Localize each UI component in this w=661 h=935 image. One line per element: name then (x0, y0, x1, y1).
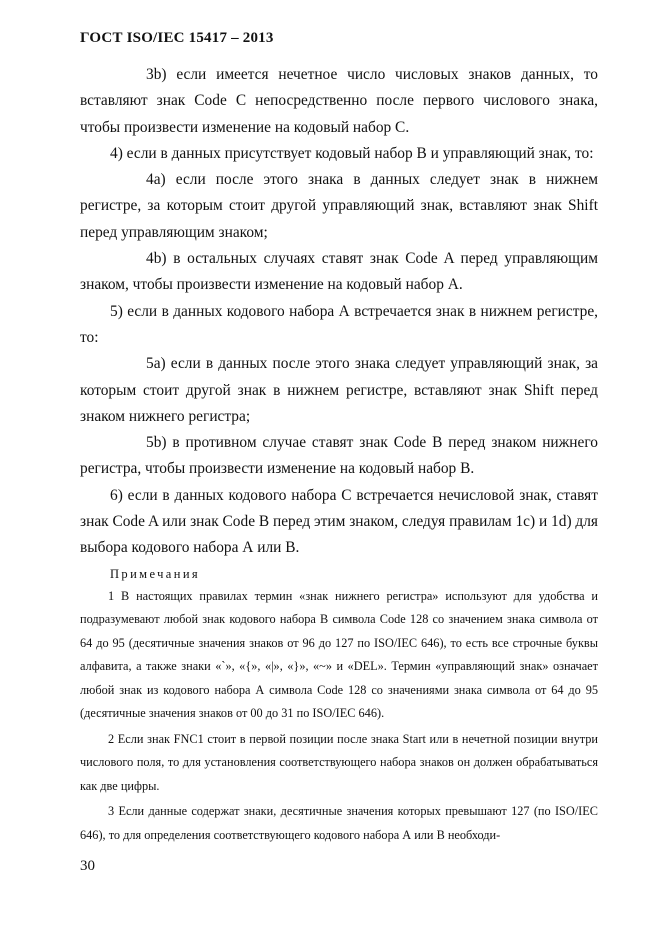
paragraph-3b: 3b) если имеется нечетное число числовых знаков данных, то вставляют знак Code C непосредственно после первого числового знака, чтобы произвести изменение на кодовый набор С. (80, 66, 598, 136)
paragraph-4: 4) если в данных присутствует кодовый набор В и управляющий знак, то: (110, 144, 594, 162)
body-text (80, 62, 598, 847)
note-3: 3 Если данные содержат знаки, десятичные значения которых превышают 127 (по ISO/IEC 646), то для определения соответствующего кодового набора А или В необходи- (80, 804, 598, 842)
page-number: 30 (80, 858, 95, 874)
paragraph-6: 6) если в данных кодового набора С встречается нечисловой знак, ставят знак Code A или знак Code B перед этим знаком, следуя правилам 1с) и 1d) для выбора кодового набора А или В. (80, 486, 599, 557)
paragraph-5a: 5а) если в данных после этого знака следует управляющий знак, за которым стоит другой знак в нижнем регистре, вставляют знак Shift перед знаком нижнего регистра; (80, 355, 598, 425)
paragraph-4b: 4b) в остальных случаях ставят знак Code A перед управляющим знаком, чтобы произвести изменение на кодовый набор А. (80, 250, 598, 294)
paragraph-5: 5) если в данных кодового набора А встречается знак в нижнем регистре, то: (80, 302, 598, 346)
paragraph-4a: 4а) если после этого знака в данных следует знак в нижнем регистре, за которым стоит другой управляющий знак, вставляют знак Shift перед управляющим знаком; (80, 171, 598, 241)
document-header: ГОСТ ISO/IEC 15417 – 2013 (80, 30, 274, 46)
notes-heading: Примечания (110, 566, 201, 581)
paragraph-5b: 5b) в противном случае ставят знак Code B перед знаком нижнего регистра, чтобы произвести изменение на кодовый набор В. (80, 434, 598, 478)
note-2: 2 Если знак FNC1 стоит в первой позиции после знака Start или в нечетной позиции внутри числового поля, то для установления соответствующего набора знаков он должен обрабатываться как две цифры. (80, 731, 598, 793)
note-1: 1 В настоящих правилах термин «знак нижнего регистра» используют для удобства и подразумевают любой знак кодового набора В символа Code 128 со значением знака символа от 64 до 95 (десятичные значения знаков от 96 до 127 по ISO/IEC 646), то есть все строчные буквы алфавита, а также знаки «`», «{», «|», «}», «~» и «DEL». Термин «управляющий знак» означает любой знак из кодового набора А символа Code 128 со значениями знака символа от 64 до 95 (десятичные значения знаков от 00 до 31 по ISO/IEC 646). (80, 588, 598, 721)
